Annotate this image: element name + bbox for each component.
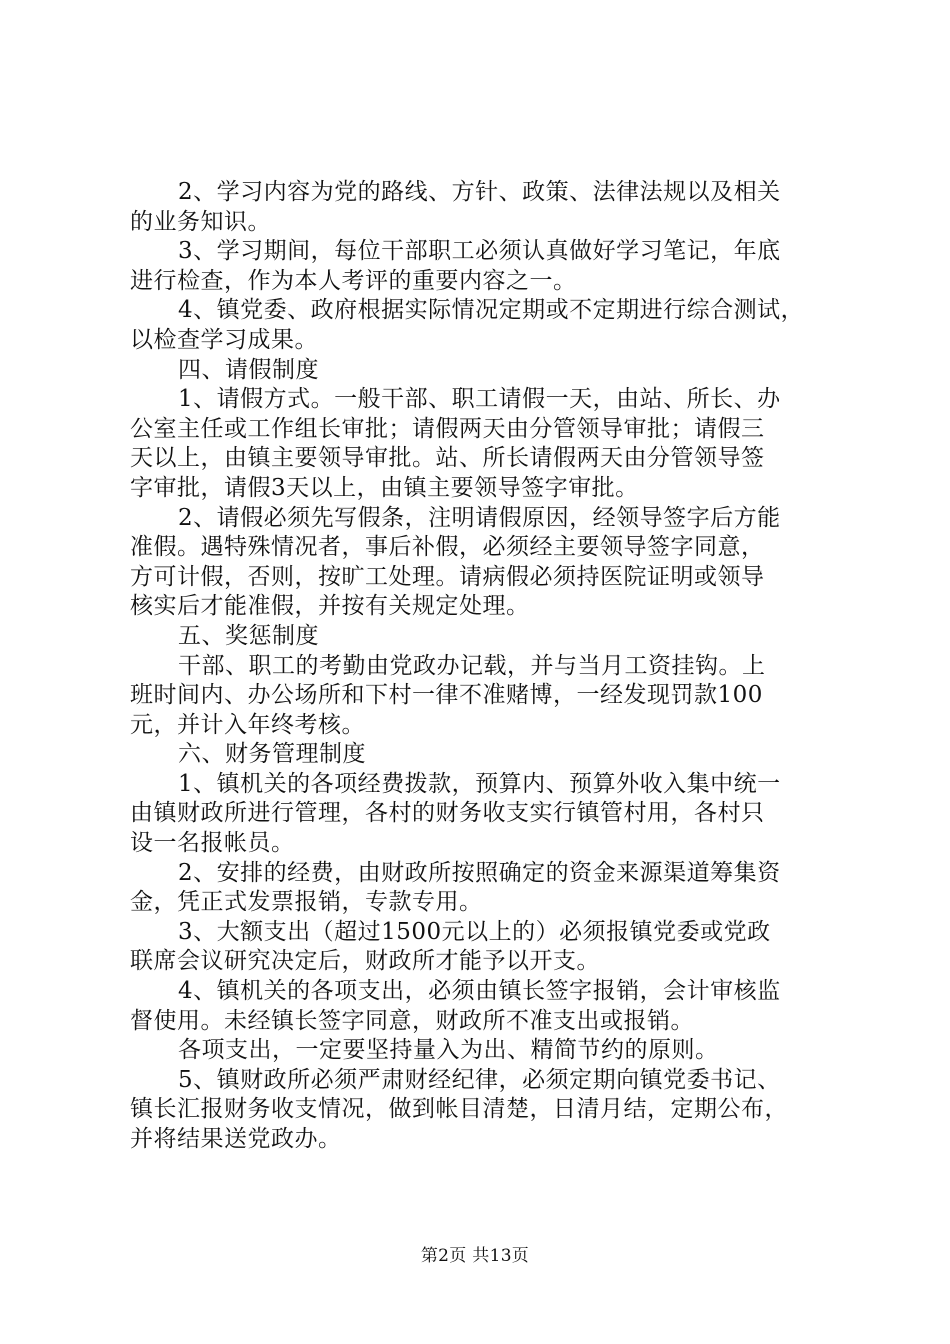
paragraph-line: 督使用。未经镇长签字同意，财政所不准支出或报销。 [130, 1007, 694, 1034]
paragraph-line: 准假。遇特殊情况者，事后补假，必须经主要领导签字同意， [130, 534, 765, 561]
section-heading: 五、奖惩制度 [178, 622, 319, 649]
paragraph-line: 镇长汇报财务收支情况，做到帐目清楚，日清月结，定期公布， [130, 1096, 788, 1123]
paragraph-line: 天以上，由镇主要领导审批。站、所长请假两天由分管领导签 [130, 445, 765, 472]
paragraph-line: 班时间内、办公场所和下村一律不准赌博，一经发现罚款100 [130, 682, 763, 709]
paragraph-line: 2、学习内容为党的路线、方针、政策、法律法规以及相关 [178, 179, 781, 205]
paragraph-line: 字审批，请假3天以上，由镇主要领导签字审批。 [130, 474, 639, 501]
section-heading: 六、财务管理制度 [178, 741, 366, 768]
paragraph-line: 3、学习期间，每位干部职工必须认真做好学习笔记，年底 [178, 238, 781, 265]
paragraph-line: 2、请假必须先写假条，注明请假原因，经领导签字后方能 [178, 504, 781, 531]
paragraph-line: 并将结果送党政办。 [130, 1126, 342, 1152]
paragraph-line: 公室主任或工作组长审批；请假两天由分管领导审批；请假三 [130, 415, 765, 442]
paragraph-line: 进行检查，作为本人考评的重要内容之一。 [130, 267, 577, 294]
paragraph-line: 4、镇机关的各项支出，必须由镇长签字报销，会计审核监 [178, 978, 781, 1005]
section-heading: 四、请假制度 [178, 356, 319, 383]
paragraph-line: 各项支出，一定要坚持量入为出、精简节约的原则。 [178, 1037, 719, 1064]
paragraph-line: 核实后才能准假，并按有关规定处理。 [130, 593, 530, 620]
paragraph-line: 以检查学习成果。 [130, 326, 318, 353]
paragraph-line: 1、镇机关的各项经费拨款，预算内、预算外收入集中统一 [178, 770, 781, 797]
page-footer: 第2页 共13页 [420, 1246, 530, 1266]
paragraph-line: 方可计假，否则，按旷工处理。请病假必须持医院证明或领导 [130, 563, 765, 590]
paragraph-line: 设一名报帐员。 [130, 830, 295, 857]
paragraph-line: 2、安排的经费，由财政所按照确定的资金来源渠道筹集资 [178, 859, 781, 886]
paragraph-line: 联席会议研究决定后，财政所才能予以开支。 [130, 948, 600, 975]
paragraph-line: 3、大额支出（超过1500元以上的）必须报镇党委或党政 [178, 918, 771, 945]
paragraph-line: 干部、职工的考勤由党政办记载，并与当月工资挂钩。上 [178, 652, 766, 679]
paragraph-line: 元，并计入年终考核。 [130, 711, 365, 738]
paragraph-line: 的业务知识。 [130, 208, 271, 235]
document-body [130, 178, 840, 1155]
paragraph-line: 4、镇党委、政府根据实际情况定期或不定期进行综合测试， [178, 297, 805, 324]
paragraph-line: 由镇财政所进行管理，各村的财务收支实行镇管村用，各村只 [130, 800, 765, 827]
paragraph-line: 1、请假方式。一般干部、职工请假一天，由站、所长、办 [178, 386, 781, 413]
paragraph-line: 5、镇财政所必须严肃财经纪律，必须定期向镇党委书记、 [178, 1066, 781, 1093]
paragraph-line: 金，凭正式发票报销，专款专用。 [130, 889, 483, 916]
